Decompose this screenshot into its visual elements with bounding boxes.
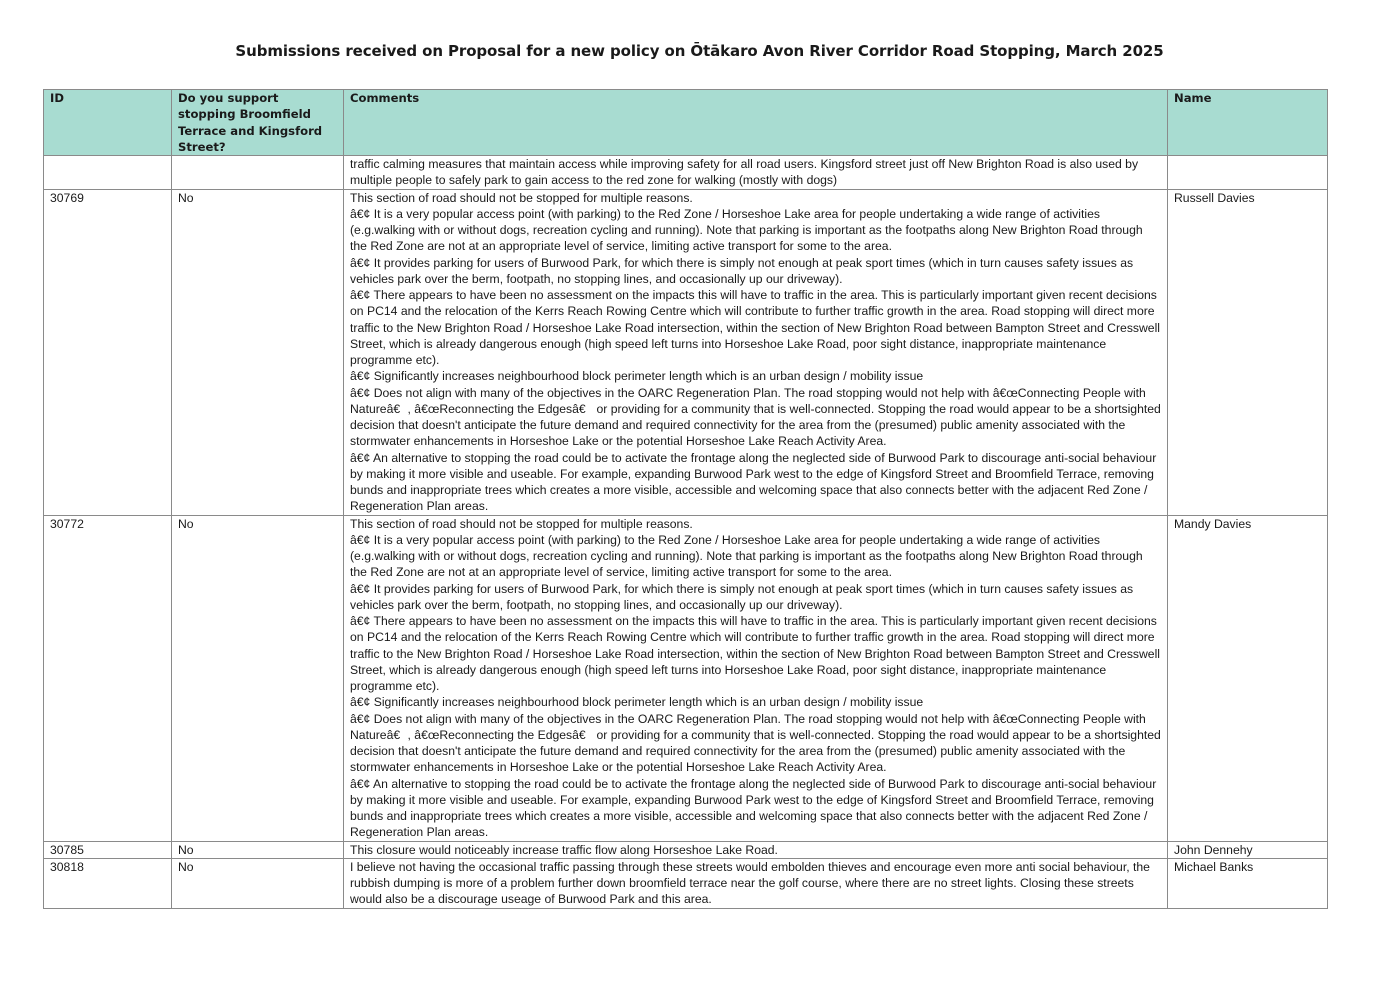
cell-id [44, 156, 172, 190]
comment-paragraph: â€¢ It is a very popular access point (with parking) to the Red Zone / Horseshoe Lake area for people undertaking a wide range of activities (e.g.walking with or without dogs, recreation cycling and running). Note that parking is important as the footpaths along New Brighton Road through the Red Zone are not at an appropriate level of service, limiting active transport for some to the area. [350, 532, 1143, 580]
table-row-continuation [44, 156, 1328, 190]
cell-comments [344, 189, 1168, 515]
cell-support: No [172, 189, 344, 515]
comment-paragraph: â€¢ There appears to have been no assessment on the impacts this will have to traffic in the area. This is particularly important given recent decisions on PC14 and the relocation of the Kerrs Reach Rowing Centre which will contribute to further traffic growth in the area. Road stopping will direct more traffic to the New Brighton Road / Horseshoe Lake Road intersection, within the section of New Brighton Road between Bampton Street and Cresswell Street, which is already dangerous enough (high speed left turns into Horseshoe Lake Road, poor sight distance, inappropriate maintenance programme etc). [350, 288, 1161, 367]
table-row [44, 189, 1328, 515]
comment-paragraph: â€¢ An alternative to stopping the road could be to activate the frontage along the neglected side of Burwood Park to discourage anti-social behaviour by making it more visible and useable. For example, expanding Burwood Park west to the edge of Kingsford Street and Broomfield Terrace, removing bunds and inappropriate trees which creates a more visible, accessible and welcoming space that also connects better with the adjacent Red Zone / Regeneration Plan areas. [350, 450, 1157, 514]
submissions-table [43, 89, 1328, 909]
comment-paragraph: â€¢ There appears to have been no assessment on the impacts this will have to traffic in the area. This is particularly important given recent decisions on PC14 and the relocation of the Kerrs Reach Rowing Centre which will contribute to further traffic growth in the area. Road stopping will direct more traffic to the New Brighton Road / Horseshoe Lake Road intersection, within the section of New Brighton Road between Bampton Street and Cresswell Street, which is already dangerous enough (high speed left turns into Horseshoe Lake Road, poor sight distance, inappropriate maintenance programme etc). [350, 614, 1161, 693]
cell-support: No [172, 841, 344, 858]
cell-id: 30772 [44, 515, 172, 841]
comment-paragraph: â€¢ Significantly increases neighbourhood block perimeter length which is an urban design / mobility issue [350, 369, 924, 384]
table-row [44, 515, 1328, 841]
comment-paragraph: This section of road should not be stopped for multiple reasons. [350, 190, 693, 205]
comment-paragraph: â€¢ It provides parking for users of Burwood Park, for which there is simply not enough at peak sport times (which in turn causes safety issues as vehicles park over the berm, footpath, no stopping lines, and occasionally up our driveway). [350, 255, 1134, 286]
column-header-name: Name [1168, 90, 1328, 156]
comment-paragraph: â€¢ It is a very popular access point (with parking) to the Red Zone / Horseshoe Lake area for people undertaking a wide range of activities (e.g.walking with or without dogs, recreation cycling and running). Note that parking is important as the footpaths along New Brighton Road through the Red Zone are not at an appropriate level of service, limiting active transport for some to the area. [350, 206, 1143, 254]
cell-name: Russell Davies [1168, 189, 1328, 515]
cell-comments [344, 841, 1168, 858]
cell-comments: traffic calming measures that maintain access while improving safety for all road users. Kingsford street just off New Brighton Road is also used by multiple people to safely park to gain access to the red zone for walking (mostly with dogs) [344, 156, 1168, 190]
cell-name: Mandy Davies [1168, 515, 1328, 841]
cell-support [172, 156, 344, 190]
cell-name: John Dennehy [1168, 841, 1328, 858]
cell-id: 30769 [44, 189, 172, 515]
comment-paragraph: â€¢ Does not align with many of the objectives in the OARC Regeneration Plan. The road stopping would not help with â€œConnecting People with Natureâ€, â€œReconnecting the Edgesâ€ or providing for a community that is well-connected. Stopping the road would appear to be a shortsighted decision that doesn't anticipate the future demand and required connectivity for the area from the (presumed) public amenity associated with the stormwater enhancements in Horseshoe Lake or the potential Horseshoe Lake Reach Activity Area. [350, 385, 1161, 449]
cell-comments [344, 515, 1168, 841]
comment-paragraph: â€¢ Does not align with many of the objectives in the OARC Regeneration Plan. The road stopping would not help with â€œConnecting People with Natureâ€, â€œReconnecting the Edgesâ€ or providing for a community that is well-connected. Stopping the road would appear to be a shortsighted decision that doesn't anticipate the future demand and required connectivity for the area from the (presumed) public amenity associated with the stormwater enhancements in Horseshoe Lake or the potential Horseshoe Lake Reach Activity Area. [350, 711, 1161, 775]
cell-support: No [172, 515, 344, 841]
cell-id: 30818 [44, 858, 172, 908]
table-row [44, 841, 1328, 858]
cell-name: Michael Banks [1168, 858, 1328, 908]
table-header-row [44, 90, 1328, 156]
column-header-support: Do you support stopping Broomfield Terrace and Kingsford Street? [172, 90, 344, 156]
comment-paragraph: This section of road should not be stopped for multiple reasons. [350, 516, 693, 531]
comment-paragraph: â€¢ An alternative to stopping the road could be to activate the frontage along the neglected side of Burwood Park to discourage anti-social behaviour by making it more visible and useable. For example, expanding Burwood Park west to the edge of Kingsford Street and Broomfield Terrace, removing bunds and inappropriate trees which creates a more visible, accessible and welcoming space that also connects better with the adjacent Red Zone / Regeneration Plan areas. [350, 776, 1157, 840]
column-header-id: ID [44, 90, 172, 156]
cell-name [1168, 156, 1328, 190]
comment-paragraph: This closure would noticeably increase traffic flow along Horseshoe Lake Road. [350, 842, 778, 857]
comment-paragraph: â€¢ Significantly increases neighbourhood block perimeter length which is an urban design / mobility issue [350, 695, 924, 710]
cell-support: No [172, 858, 344, 908]
comment-paragraph: â€¢ It provides parking for users of Burwood Park, for which there is simply not enough at peak sport times (which in turn causes safety issues as vehicles park over the berm, footpath, no stopping lines, and occasionally up our driveway). [350, 581, 1134, 612]
cell-comments [344, 858, 1168, 908]
table-row [44, 858, 1328, 908]
page-title: Submissions received on Proposal for a new policy on Ōtākaro Avon River Corridor Road Stopping, March 2025 [235, 42, 1164, 60]
column-header-comments: Comments [344, 90, 1168, 156]
cell-id: 30785 [44, 841, 172, 858]
comment-paragraph: I believe not having the occasional traffic passing through these streets would embolden thieves and encourage even more anti social behaviour, the rubbish dumping is more of a problem further down broomfield terrace near the golf course, where there are no street lights. Closing these streets would also be a discourage useage of Burwood Park and this area. [350, 859, 1150, 907]
